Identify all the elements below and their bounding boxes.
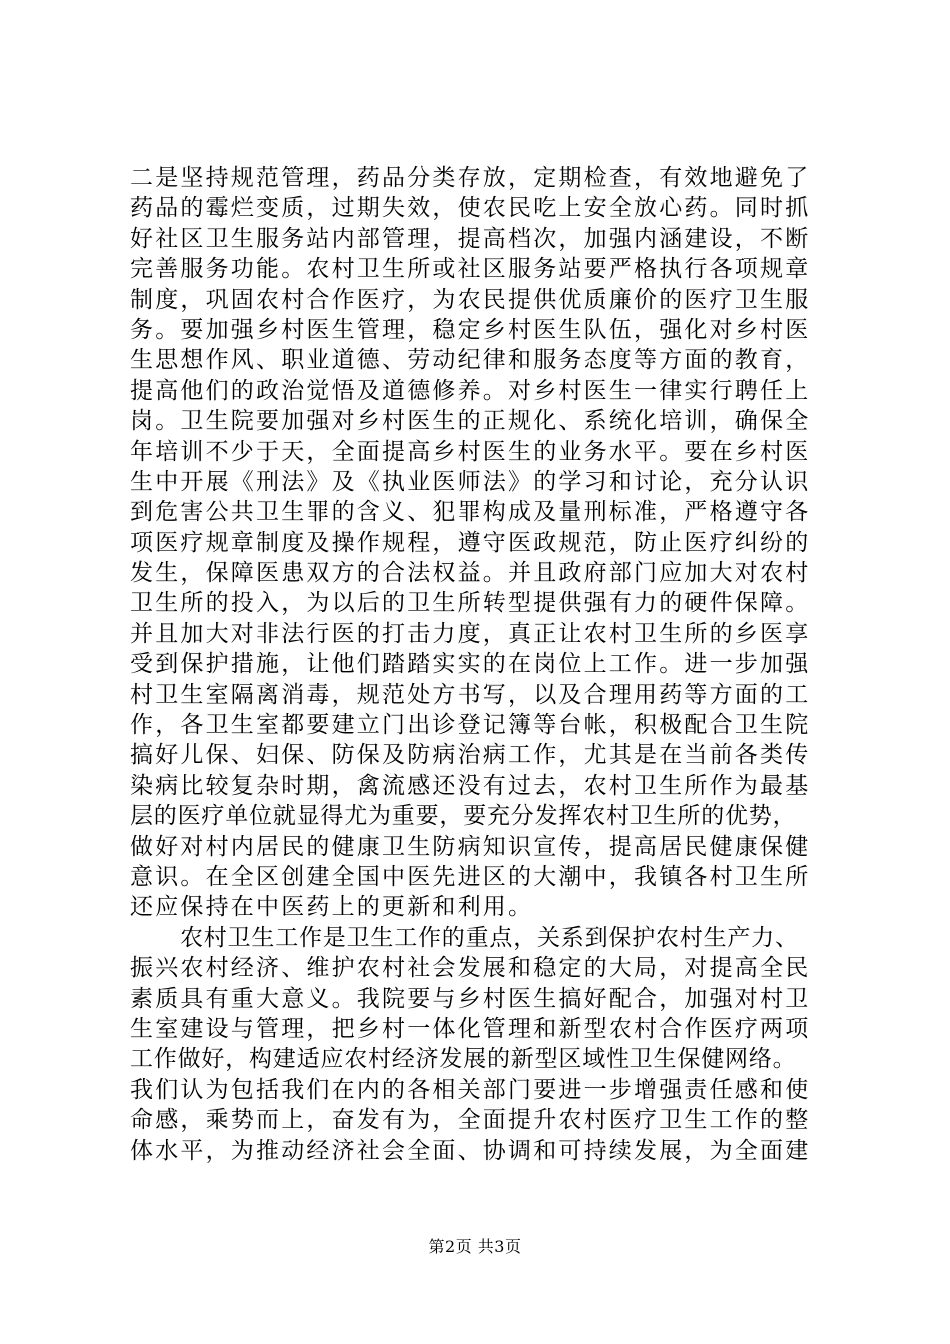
text-line: 还应保持在中医药上的更新和利用。: [130, 894, 534, 921]
text-line: 工作做好，构建适应农村经济发展的新型区域性卫生保健网络。: [130, 1046, 797, 1073]
text-line: 提高他们的政治觉悟及道德修养。对乡村医生一律实行聘任上: [130, 377, 811, 404]
text-line: 搞好儿保、妇保、防保及防病治病工作，尤其是在当前各类传: [130, 742, 811, 769]
text-line: 体水平，为推动经济社会全面、协调和可持续发展，为全面建: [130, 1137, 811, 1164]
text-line: 生中开展《刑法》及《执业医师法》的学习和讨论，充分认识: [130, 468, 811, 495]
text-line: 命感，乘势而上，奋发有为，全面提升农村医疗卫生工作的整: [130, 1107, 811, 1134]
text-line: 完善服务功能。农村卫生所或社区服务站要严格执行各项规章: [130, 256, 811, 283]
text-line: 二是坚持规范管理，药品分类存放，定期检查，有效地避免了: [130, 165, 811, 191]
text-line: 染病比较复杂时期，禽流感还没有过去，农村卫生所作为最基: [130, 772, 811, 799]
text-line: 振兴农村经济、维护农村社会发展和稳定的大局，对提高全民: [130, 955, 811, 982]
text-line: 到危害公共卫生罪的含义、犯罪构成及量刑标准，严格遵守各: [130, 499, 811, 526]
text-line: 项医疗规章制度及操作规程，遵守医政规范，防止医疗纠纷的: [130, 529, 811, 556]
text-line: 好社区卫生服务站内部管理，提高档次，加强内涵建设，不断: [130, 225, 811, 252]
text-line: 受到保护措施，让他们踏踏实实的在岗位上工作。进一步加强: [130, 651, 811, 678]
text-line: 作，各卫生室都要建立门出诊登记簿等台帐，积极配合卫生院: [130, 712, 811, 739]
text-line: 生思想作风、职业道德、劳动纪律和服务态度等方面的教育，: [130, 347, 811, 374]
text-line: 卫生所的投入，为以后的卫生所转型提供强有力的硬件保障。: [130, 590, 811, 617]
text-line: 意识。在全区创建全国中医先进区的大潮中，我镇各村卫生所: [130, 863, 811, 890]
text-line: 发生，保障医患双方的合法权益。并且政府部门应加大对农村: [130, 560, 811, 587]
text-line: 务。要加强乡村医生管理，稳定乡村医生队伍，强化对乡村医: [130, 316, 811, 343]
text-line: 岗。卫生院要加强对乡村医生的正规化、系统化培训，确保全: [130, 408, 811, 435]
text-line: 并且加大对非法行医的打击力度，真正让农村卫生所的乡医享: [130, 620, 811, 647]
document-body: [130, 163, 835, 1166]
paragraph-first-line: 农村卫生工作是卫生工作的重点，关系到保护农村生产力、: [180, 924, 799, 951]
page-number-footer: 第2页 共3页: [428, 1237, 522, 1256]
text-line: 我们认为包括我们在内的各相关部门要进一步增强责任感和使: [130, 1076, 811, 1103]
text-line: 药品的霉烂变质，过期失效，使农民吃上安全放心药。同时抓: [130, 195, 811, 222]
text-line: 年培训不少于天，全面提高乡村医生的业务水平。要在乡村医: [130, 438, 811, 465]
text-line: 层的医疗单位就显得尤为重要，要充分发挥农村卫生所的优势，: [130, 803, 797, 830]
text-line: 村卫生室隔离消毒，规范处方书写，以及合理用药等方面的工: [130, 681, 811, 708]
text-line: 制度，巩固农村合作医疗，为农民提供优质廉价的医疗卫生服: [130, 286, 811, 313]
text-line: 生室建设与管理，把乡村一体化管理和新型农村合作医疗两项: [130, 1015, 811, 1042]
text-line: 素质具有重大意义。我院要与乡村医生搞好配合，加强对村卫: [130, 985, 811, 1012]
text-line: 做好对村内居民的健康卫生防病知识宣传，提高居民健康保健: [130, 833, 811, 860]
